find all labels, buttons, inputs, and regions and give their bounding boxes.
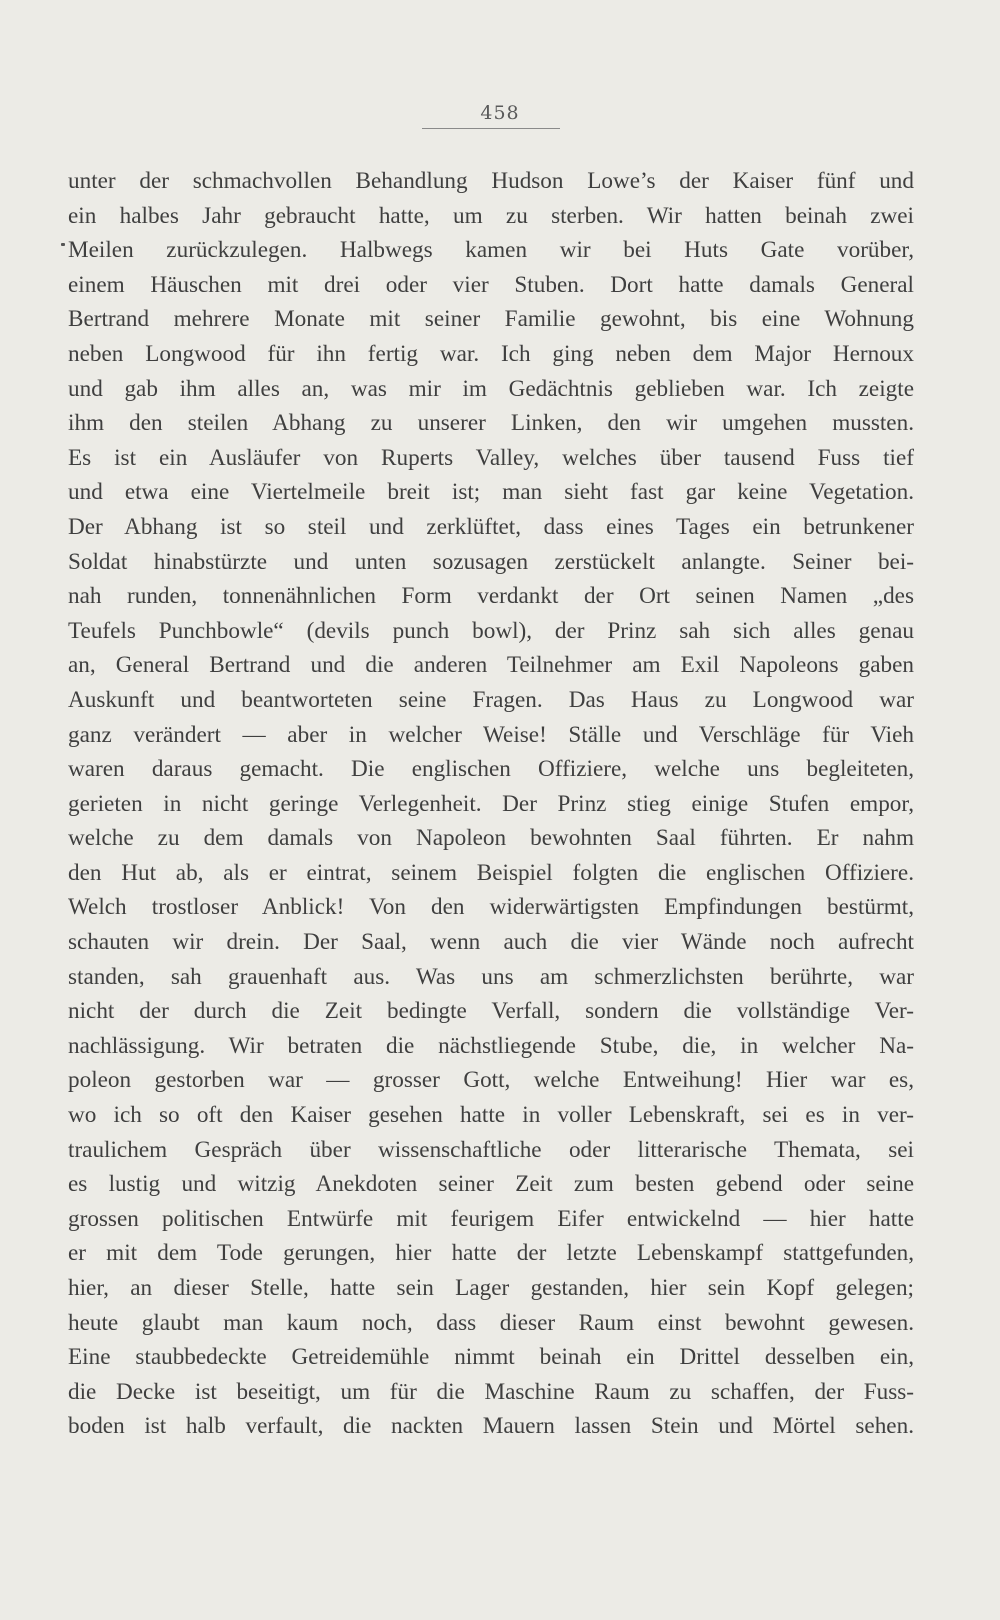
text-line: er mit dem Tode gerungen, hier hatte der letzte Lebenskampf stattgefunden, <box>68 1240 914 1267</box>
text-line: schauten wir drein. Der Saal, wenn auch die vier Wände noch aufrecht <box>68 929 914 956</box>
text-line: Eine staubbedeckte Getreidemühle nimmt beinah ein Drittel desselben ein, <box>68 1344 914 1371</box>
text-line: Teufels Punchbowle“ (devils punch bowl), der Prinz sah sich alles genau <box>68 617 914 644</box>
text-line: heute glaubt man kaum noch, dass dieser Raum einst bewohnt gewesen. <box>68 1309 914 1336</box>
text-line: die Decke ist beseitigt, um für die Maschine Raum zu schaffen, der Fuss- <box>68 1378 914 1405</box>
header-rule <box>422 128 560 129</box>
text-line: poleon gestorben war — grosser Gott, welche Entweihung! Hier war es, <box>68 1067 914 1094</box>
text-line: neben Longwood für ihn fertig war. Ich ging neben dem Major Hernoux <box>68 340 914 367</box>
text-line: und gab ihm alles an, was mir im Gedächtnis geblieben war. Ich zeigte <box>68 375 914 402</box>
text-line: hier, an dieser Stelle, hatte sein Lager gestanden, hier sein Kopf gelegen; <box>68 1275 914 1301</box>
text-line: welche zu dem damals von Napoleon bewohnten Saal führten. Er nahm <box>68 825 914 852</box>
body-text <box>68 164 914 1444</box>
text-line: einem Häuschen mit drei oder vier Stuben. Dort hatte damals General <box>68 271 914 298</box>
text-line: nachlässigung. Wir betraten die nächstliegende Stube, die, in welcher Na- <box>68 1032 914 1059</box>
text-line: wo ich so oft den Kaiser gesehen hatte in voller Lebenskraft, sei es in ver- <box>68 1102 914 1129</box>
text-line: Welch trostloser Anblick! Von den widerwärtigsten Empfindungen bestürmt, <box>68 894 914 921</box>
text-line: ein halbes Jahr gebraucht hatte, um zu sterben. Wir hatten beinah zwei <box>68 202 914 229</box>
ink-speck <box>61 243 65 246</box>
text-line: gerieten in nicht geringe Verlegenheit. Der Prinz stieg einige Stufen empor, <box>68 790 914 817</box>
text-line: traulichem Gespräch über wissenschaftliche oder litterarische Themata, sei <box>68 1136 914 1163</box>
text-line: grossen politischen Entwürfe mit feurigem Eifer entwickelnd — hier hatte <box>68 1205 914 1232</box>
text-line: und etwa eine Viertelmeile breit ist; man sieht fast gar keine Vegetation. <box>68 479 914 506</box>
text-line: nicht der durch die Zeit bedingte Verfall, sondern die vollständige Ver- <box>68 998 914 1025</box>
page-number: 458 <box>480 102 520 124</box>
text-line: den Hut ab, als er eintrat, seinem Beispiel folgten die englischen Offiziere. <box>68 859 914 886</box>
text-line: boden ist halb verfault, die nackten Mauern lassen Stein und Mörtel sehen. <box>68 1413 914 1440</box>
text-line: unter der schmachvollen Behandlung Hudson Lowe’s der Kaiser fünf und <box>68 168 914 194</box>
text-line: Auskunft und beantworteten seine Fragen. Das Haus zu Longwood war <box>68 686 914 713</box>
text-line: Meilen zurückzulegen. Halbwegs kamen wir bei Huts Gate vorüber, <box>68 237 914 264</box>
text-line: Es ist ein Ausläufer von Ruperts Valley, welches über tausend Fuss tief <box>68 444 914 471</box>
text-line: an, General Bertrand und die anderen Teilnehmer am Exil Napoleons gaben <box>68 652 914 679</box>
text-line: ganz verändert — aber in welcher Weise! Ställe und Verschläge für Vieh <box>68 721 914 748</box>
text-line: waren daraus gemacht. Die englischen Offiziere, welche uns begleiteten, <box>68 756 914 783</box>
text-line: Bertrand mehrere Monate mit seiner Familie gewohnt, bis eine Wohnung <box>68 306 914 333</box>
text-line: ihm den steilen Abhang zu unserer Linken, den wir umgehen mussten. <box>68 410 914 437</box>
text-line: nah runden, tonnenähnlichen Form verdankt der Ort seinen Namen „des <box>68 583 914 610</box>
text-line: es lustig und witzig Anekdoten seiner Zeit zum besten gebend oder seine <box>68 1171 914 1198</box>
text-line: standen, sah grauenhaft aus. Was uns am schmerzlichsten berührte, war <box>68 963 914 990</box>
text-line: Der Abhang ist so steil und zerklüftet, dass eines Tages ein betrunkener <box>68 513 914 540</box>
text-line: Soldat hinabstürzte und unten sozusagen zerstückelt anlangte. Seiner bei- <box>68 548 914 575</box>
